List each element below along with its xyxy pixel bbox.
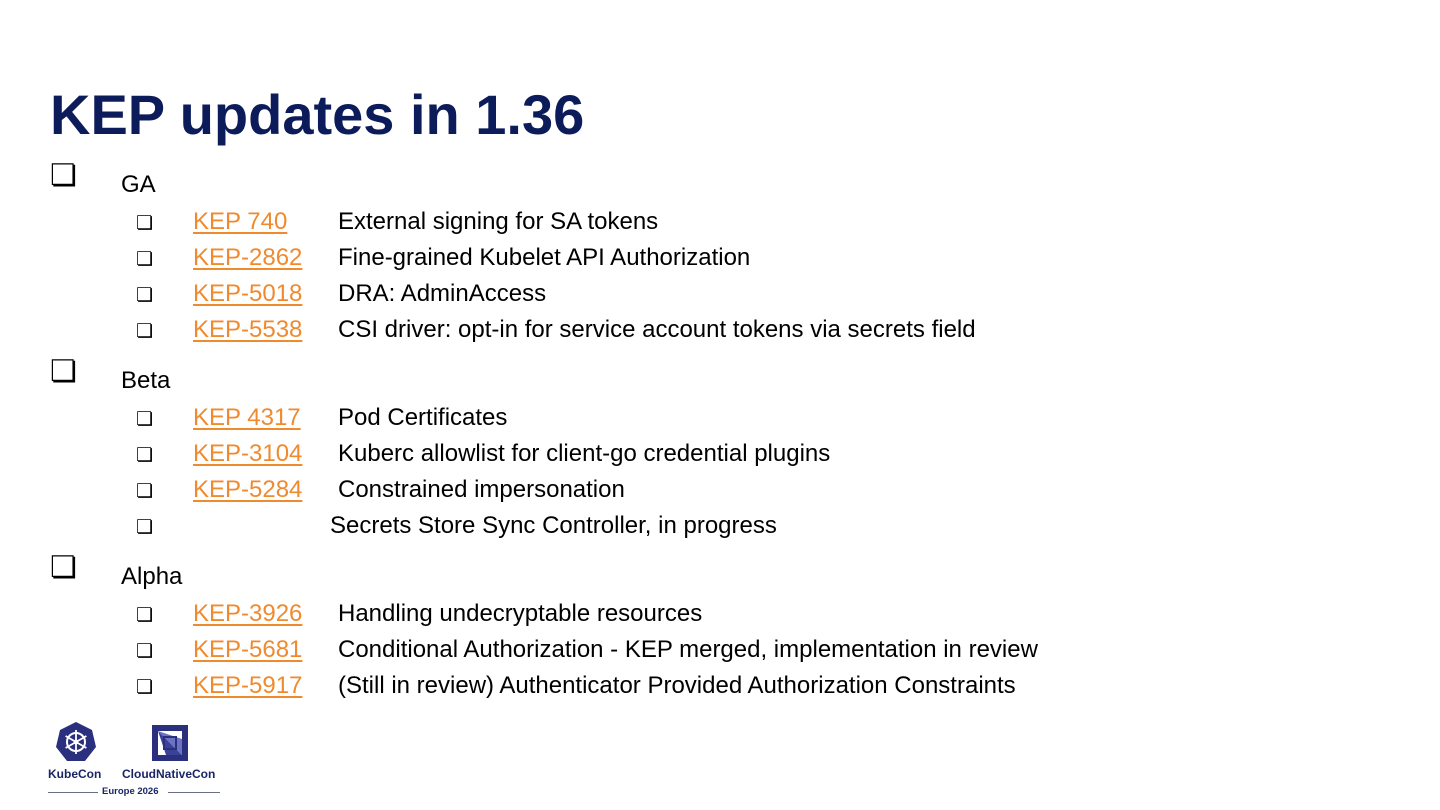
checkbox-bullet-icon: ❏: [136, 444, 154, 466]
list-item: [0, 207, 1300, 239]
page-title: KEP updates in 1.36: [50, 83, 585, 146]
kep-description: Fine-grained Kubelet API Authorization: [338, 244, 751, 271]
list-item: [0, 403, 1300, 435]
kep-link[interactable]: KEP-5538: [193, 316, 303, 343]
divider: [168, 792, 220, 793]
checkbox-bullet-icon: ❏: [136, 320, 154, 342]
checkbox-bullet-icon: ❏: [136, 640, 154, 662]
section-label: GA: [121, 171, 156, 198]
kep-description: Constrained impersonation: [338, 476, 625, 503]
kep-description: DRA: AdminAccess: [338, 280, 547, 307]
list-item: [0, 635, 1300, 667]
section-beta: [0, 354, 1200, 398]
kubecon-logo-icon: [54, 720, 98, 764]
kep-link[interactable]: KEP-5681: [193, 636, 303, 663]
checkbox-bullet-icon: ❏: [136, 676, 154, 698]
list-item: [0, 599, 1300, 631]
checkbox-bullet-icon: ❏: [136, 408, 154, 430]
checkbox-bullet-icon: ❏: [136, 604, 154, 626]
kep-description: External signing for SA tokens: [338, 208, 659, 235]
kep-link[interactable]: KEP 740: [193, 208, 288, 235]
section-alpha: [0, 550, 1200, 594]
footer-logos: [46, 720, 226, 800]
kep-description: Pod Certificates: [338, 404, 508, 431]
checkbox-bullet-icon: ❏: [50, 354, 77, 389]
kep-link[interactable]: KEP-2862: [193, 244, 303, 271]
list-item: [0, 243, 1300, 275]
kep-description: Handling undecryptable resources: [338, 600, 703, 627]
section-label: Beta: [121, 367, 171, 394]
section-label: Alpha: [121, 563, 183, 590]
checkbox-bullet-icon: ❏: [136, 284, 154, 306]
kep-link[interactable]: KEP-5284: [193, 476, 303, 503]
section-ga: [0, 158, 1200, 202]
kep-link[interactable]: KEP 4317: [193, 404, 301, 431]
kep-link[interactable]: KEP-3926: [193, 600, 303, 627]
checkbox-bullet-icon: ❏: [136, 212, 154, 234]
kep-description: CSI driver: opt-in for service account tokens via secrets field: [338, 316, 976, 343]
kep-description: (Still in review) Authenticator Provided Authorization Constraints: [338, 672, 1016, 699]
kep-link[interactable]: KEP-5018: [193, 280, 303, 307]
list-item: [0, 439, 1300, 471]
event-label: Europe 2026: [102, 786, 159, 797]
list-item: [0, 671, 1300, 703]
checkbox-bullet-icon: ❏: [50, 158, 77, 193]
checkbox-bullet-icon: ❏: [50, 550, 77, 585]
checkbox-bullet-icon: ❏: [136, 248, 154, 270]
cncf-logo-icon: [152, 725, 188, 761]
checkbox-bullet-icon: ❏: [136, 480, 154, 502]
list-item: [0, 315, 1300, 347]
checkbox-bullet-icon: ❏: [136, 516, 154, 538]
list-item: [0, 475, 1300, 507]
divider: [48, 792, 98, 793]
list-item: [0, 279, 1300, 311]
kep-description: Kuberc allowlist for client-go credential plugins: [338, 440, 831, 467]
kubecon-logo-text: KubeCon: [48, 767, 102, 781]
list-item: [0, 511, 1300, 543]
kep-link[interactable]: KEP-5917: [193, 672, 303, 699]
kep-description: Conditional Authorization - KEP merged, implementation in review: [338, 636, 1038, 663]
kep-link[interactable]: KEP-3104: [193, 440, 303, 467]
kep-description: Secrets Store Sync Controller, in progress: [330, 512, 777, 539]
cloudnativecon-logo-text: CloudNativeCon: [122, 767, 216, 781]
